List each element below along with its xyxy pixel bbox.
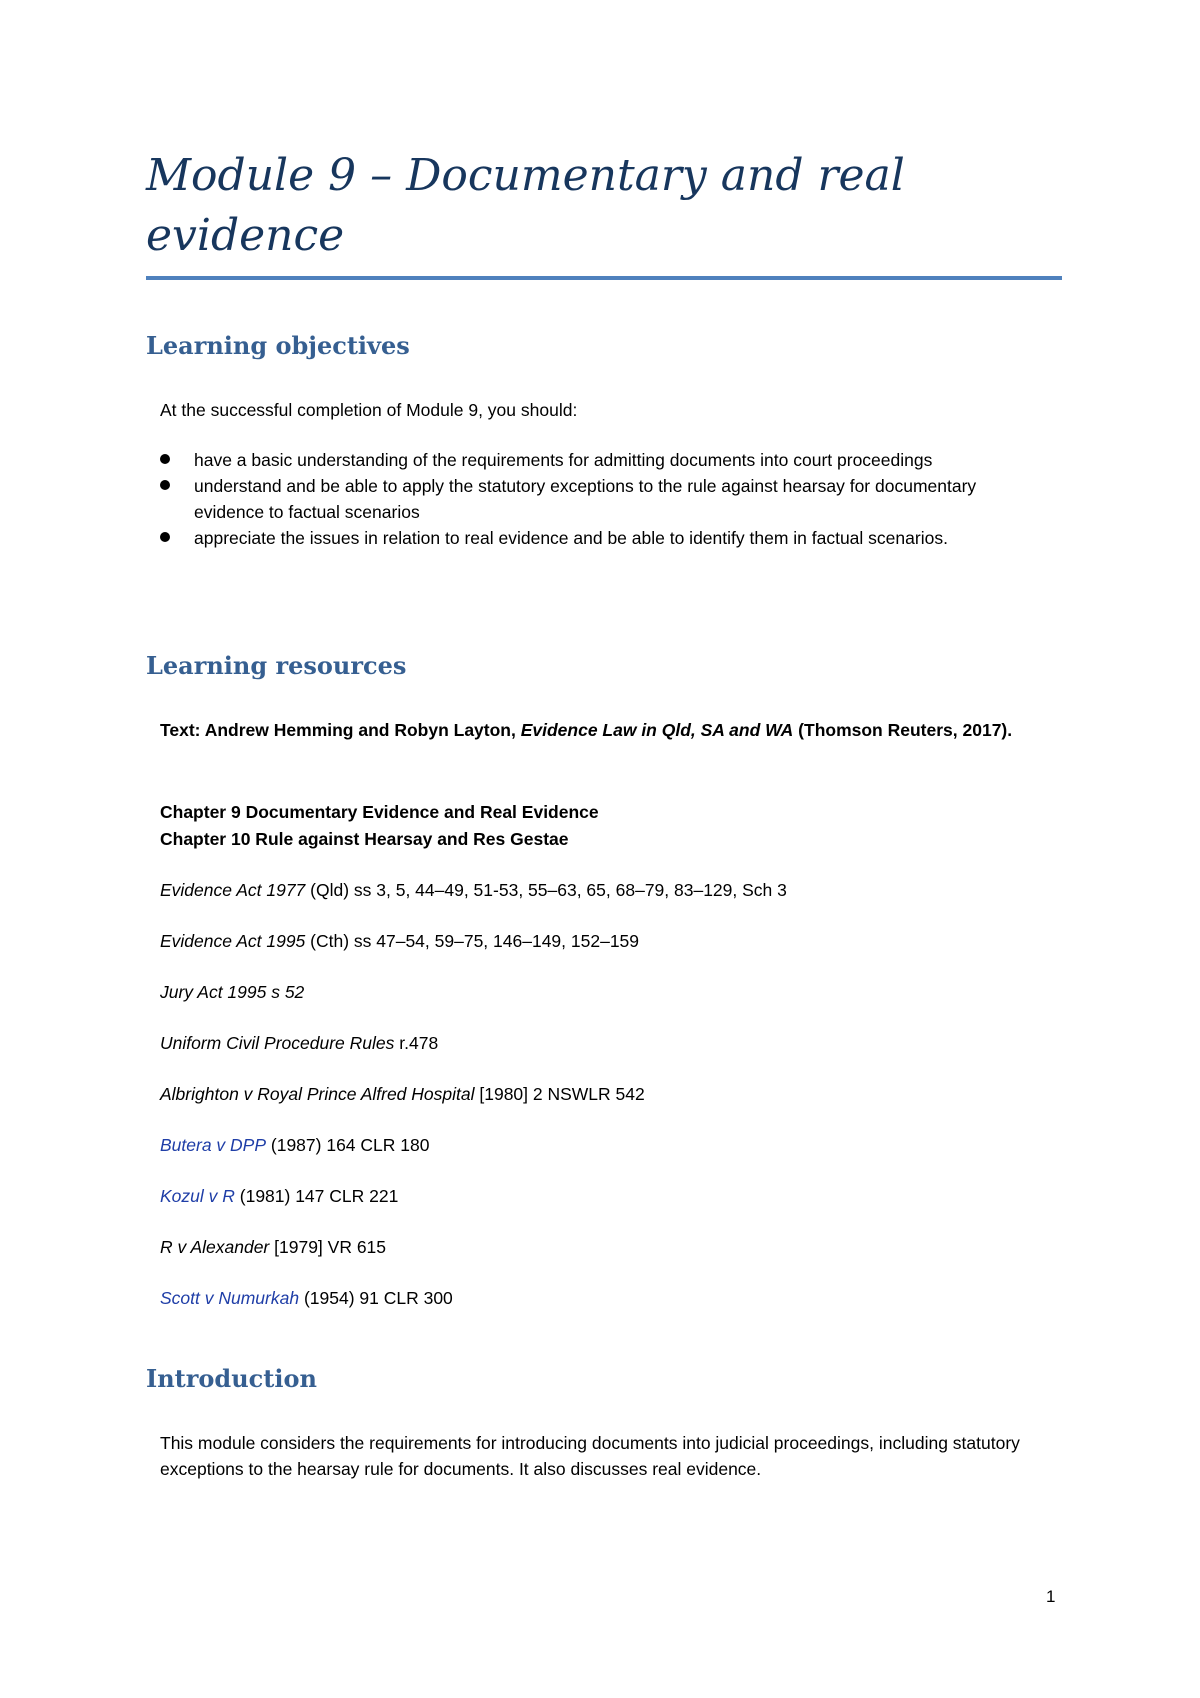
- bullet-dot-icon: [160, 480, 170, 490]
- introduction-body: This module considers the requirements for introducing documents into judicial proceedings, including statutory exceptions to the hearsay rule for documents. It also discusses real evidence.: [160, 1433, 1020, 1479]
- textbook-reference: [160, 717, 1050, 743]
- introduction-heading: Introduction: [146, 1364, 317, 1393]
- resource-name: Jury Act 1995 s 52: [160, 982, 305, 1002]
- resource-name: R v Alexander: [160, 1237, 270, 1257]
- resource-ucpr: [160, 1030, 438, 1056]
- resource-citation: [1979] VR 615: [269, 1237, 387, 1257]
- textbook-publisher: (Thomson Reuters, 2017).: [793, 720, 1013, 740]
- page-title: Module 9 – Documentary and real evidence: [146, 150, 905, 261]
- resource-name: Albrighton v Royal Prince Alfred Hospital: [160, 1084, 475, 1104]
- resource-scott-case: [160, 1285, 453, 1311]
- textbook-title: Evidence Law in Qld, SA and WA: [520, 720, 794, 740]
- resource-name: Evidence Act 1995: [160, 931, 306, 951]
- chapter-9-reading: Chapter 9 Documentary Evidence and Real Evidence: [160, 802, 599, 822]
- case-link[interactable]: Butera v DPP: [160, 1135, 267, 1155]
- resource-butera-case: [160, 1132, 429, 1158]
- resource-citation: (Cth) ss 47–54, 59–75, 146–149, 152–159: [305, 931, 640, 951]
- resource-albrighton-case: [160, 1081, 645, 1107]
- resource-kozul-case: [160, 1183, 398, 1209]
- resource-name: Uniform Civil Procedure Rules: [160, 1033, 395, 1053]
- case-link[interactable]: Kozul v R: [160, 1186, 235, 1206]
- case-link[interactable]: Scott v Numurkah: [160, 1288, 300, 1308]
- resource-evidence-act-1977: [160, 877, 787, 903]
- learning-resources-heading: Learning resources: [146, 651, 407, 680]
- learning-objectives-heading: Learning objectives: [146, 331, 410, 360]
- title-underline-rule: [146, 276, 1062, 280]
- page-number: 1: [1046, 1587, 1056, 1606]
- objectives-intro: At the successful completion of Module 9, you should:: [160, 400, 578, 420]
- objective-item: [160, 525, 1020, 551]
- resource-citation: r.478: [394, 1033, 439, 1053]
- resource-jury-act: [160, 979, 304, 1005]
- resource-citation: (Qld) ss 3, 5, 44–49, 51-53, 55–63, 65, 68–79, 83–129, Sch 3: [305, 880, 787, 900]
- objective-item: [160, 447, 1020, 473]
- objective-text: have a basic understanding of the requirements for admitting documents into court proceedings: [194, 450, 933, 470]
- objective-text: appreciate the issues in relation to real evidence and be able to identify them in factual scenarios.: [194, 528, 948, 548]
- chapter-10-reading: Chapter 10 Rule against Hearsay and Res Gestae: [160, 829, 569, 849]
- resource-name: Evidence Act 1977: [160, 880, 306, 900]
- bullet-dot-icon: [160, 454, 170, 464]
- objective-text: understand and be able to apply the statutory exceptions to the rule against hearsay for documentary evidence to factual scenarios: [194, 476, 977, 522]
- objective-item: [160, 473, 1020, 525]
- bullet-dot-icon: [160, 532, 170, 542]
- resource-citation: (1981) 147 CLR 221: [234, 1186, 399, 1206]
- textbook-authors: Text: Andrew Hemming and Robyn Layton,: [160, 720, 521, 740]
- resource-evidence-act-1995: [160, 928, 639, 954]
- objectives-list: [160, 447, 1020, 551]
- resource-alexander-case: [160, 1234, 386, 1260]
- resource-citation: (1987) 164 CLR 180: [266, 1135, 430, 1155]
- resource-citation: (1954) 91 CLR 300: [299, 1288, 453, 1308]
- resource-citation: [1980] 2 NSWLR 542: [474, 1084, 645, 1104]
